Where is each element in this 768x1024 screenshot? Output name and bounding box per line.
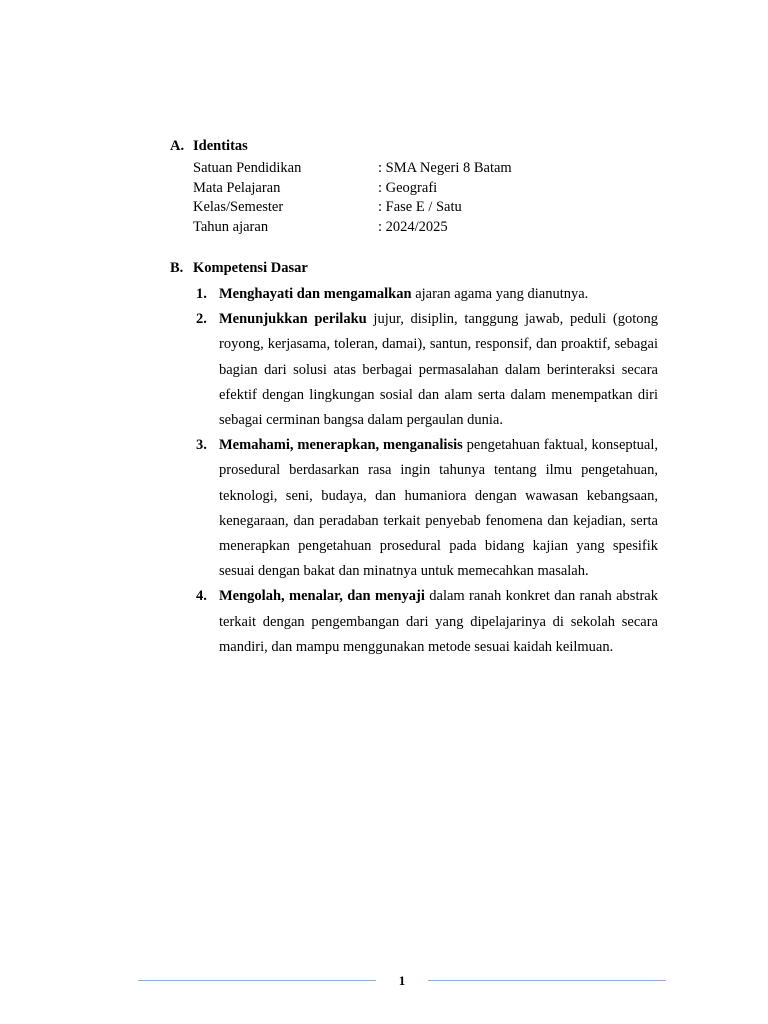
list-item-text — [219, 282, 658, 307]
section-letter: A. — [170, 138, 185, 154]
list-item — [196, 584, 658, 660]
list-item — [196, 282, 658, 307]
list-item-body-text: jujur, disiplin, tanggung jawab, peduli (gotong royong, kerjasama, toleran, damai), santun, responsif, dan proaktif, sebagai bagian dari solusi atas berbagai permasalahan dalam berinteraksi secara efektif dengan lingkungan sosial dan alam serta dalam menempatkan diri sebagai cerminan bangsa dalam pergaulan dunia. — [219, 311, 658, 429]
list-item-body-text: ajaran agama yang dianutnya. — [411, 286, 589, 302]
list-item-number: 4. — [196, 588, 207, 605]
section-heading-identitas — [170, 136, 658, 156]
identity-label: Tahun ajaran — [193, 218, 269, 235]
section-letter: B. — [170, 260, 184, 276]
list-item-bold-text: Memahami, menerapkan, menganalisis — [219, 437, 463, 454]
list-item-text — [219, 433, 658, 584]
list-item-body-text: pengetahuan faktual, konseptual, prosedural berdasarkan rasa ingin tahunya tentang ilmu pengetahuan, teknologi, seni, budaya, dan humaniora dengan wawasan kebangsaan, kenegaraan, dan peradaban terkait penyebab fenomena dan kejadian, serta menerapkan pengetahuan prosedural pada bidang kajian yang spesifik sesuai dengan bakat dan minatnya untuk memecahkan masalah. — [219, 437, 658, 580]
identity-row — [193, 159, 658, 179]
list-item-text — [219, 307, 658, 433]
identity-value: : Geografi — [378, 179, 438, 196]
section-heading-kompetensi — [170, 258, 658, 278]
list-item-number: 1. — [196, 286, 207, 302]
page-footer — [138, 971, 666, 991]
list-item-number: 3. — [196, 437, 207, 454]
identity-label: Kelas/Semester — [193, 199, 284, 215]
section-kompetensi-dasar — [170, 258, 658, 660]
identity-table — [193, 159, 658, 237]
competency-list — [196, 282, 658, 660]
list-item-bold-text: Menghayati dan mengamalkan — [219, 286, 412, 302]
identity-value: : SMA Negeri 8 Batam — [378, 160, 512, 176]
section-title: Kompetensi Dasar — [193, 260, 308, 276]
identity-row — [193, 179, 658, 199]
page-number: 1 — [398, 973, 406, 988]
identity-label: Mata Pelajaran — [193, 179, 281, 196]
identity-row — [193, 198, 658, 218]
footer-divider-right — [428, 980, 666, 981]
identity-value: : 2024/2025 — [378, 218, 448, 235]
list-item — [196, 307, 658, 433]
identity-value: : Fase E / Satu — [378, 199, 462, 215]
list-item-number: 2. — [196, 311, 207, 328]
section-title: Identitas — [193, 138, 248, 154]
identity-row — [193, 218, 658, 238]
list-item-body-text: dalam ranah konkret dan ranah abstrak terkait dengan pengembangan dari yang dipelajarinya di sekolah secara mandiri, dan mampu menggunakan metode sesuai kaidah keilmuan. — [219, 588, 658, 655]
list-item — [196, 433, 658, 584]
list-item-text — [219, 584, 658, 660]
list-item-bold-text: Menunjukkan perilaku — [219, 311, 367, 328]
identity-label: Satuan Pendidikan — [193, 160, 302, 176]
list-item-bold-text: Mengolah, menalar, dan menyaji — [219, 588, 425, 605]
section-identitas — [170, 136, 658, 237]
footer-divider-left — [138, 980, 376, 981]
